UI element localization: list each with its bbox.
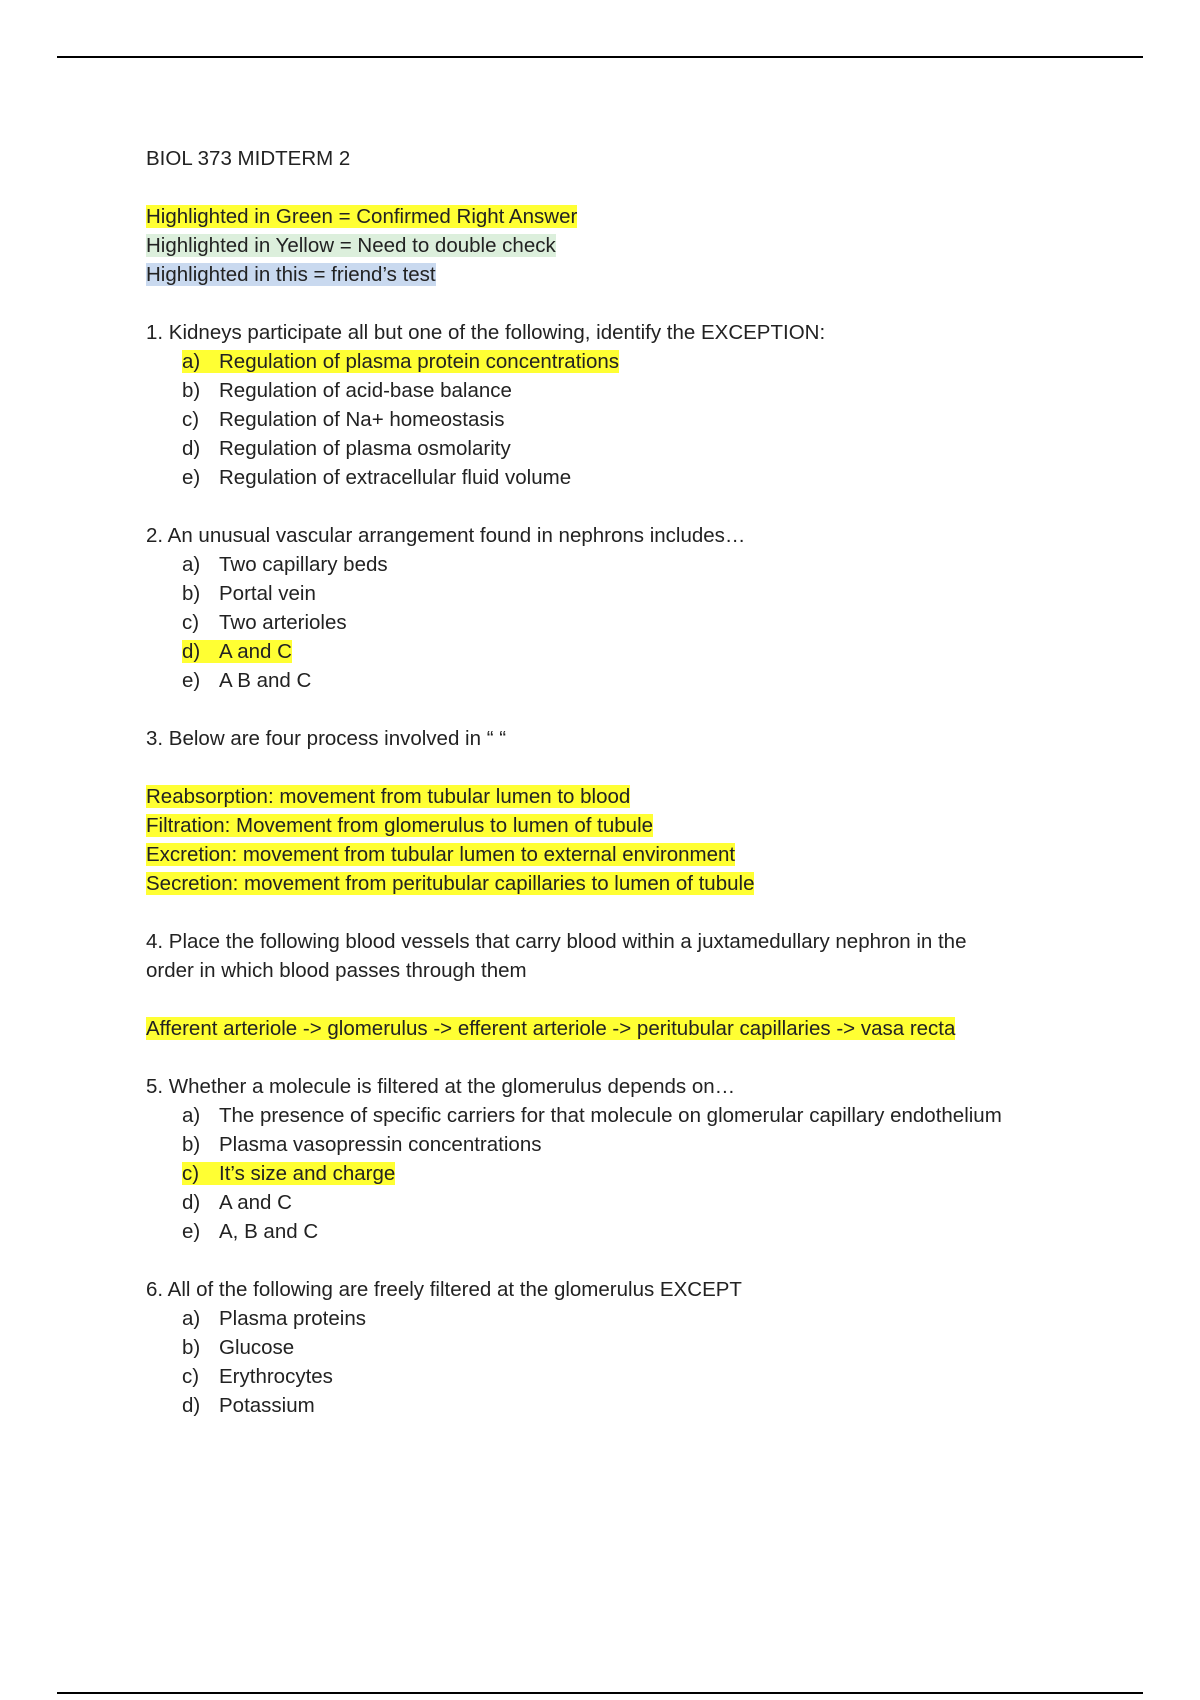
question-1-option: d) Regulation of plasma osmolarity bbox=[182, 437, 511, 460]
question-2-option: a) Two capillary beds bbox=[182, 553, 388, 576]
legend-line: Highlighted in this = friend’s test bbox=[146, 263, 436, 286]
question-4-prompt-continued: order in which blood passes through them bbox=[146, 959, 527, 982]
question-1-option: e) Regulation of extracellular fluid volume bbox=[182, 466, 572, 489]
legend-line: Highlighted in Green = Confirmed Right Answer bbox=[146, 205, 578, 228]
question-6-option: d) Potassium bbox=[182, 1394, 315, 1417]
question-2-prompt: 2. An unusual vascular arrangement found in nephrons includes… bbox=[146, 524, 746, 547]
question-4-answer: Afferent arteriole -> glomerulus -> efferent arteriole -> peritubular capillaries -> vasa recta bbox=[146, 1017, 956, 1040]
question-6-option: a) Plasma proteins bbox=[182, 1307, 366, 1330]
question-5-option: b) Plasma vasopressin concentrations bbox=[182, 1133, 542, 1156]
question-3-prompt: 3. Below are four process involved in “ “ bbox=[146, 727, 507, 750]
question-1-prompt: 1. Kidneys participate all but one of the following, identify the EXCEPTION: bbox=[146, 321, 826, 344]
question-5-prompt: 5. Whether a molecule is filtered at the glomerulus depends on… bbox=[146, 1075, 736, 1098]
document-body bbox=[146, 144, 1106, 1420]
question-5-option: a) The presence of specific carriers for that molecule on glomerular capillary endothelium bbox=[182, 1104, 1002, 1127]
question-1-option: c) Regulation of Na+ homeostasis bbox=[182, 408, 505, 431]
question-5-option: c) It’s size and charge bbox=[182, 1162, 396, 1185]
header-rule bbox=[57, 56, 1143, 58]
question-4-prompt: 4. Place the following blood vessels that carry blood within a juxtamedullary nephron in the bbox=[146, 930, 967, 953]
question-2-option: e) A B and C bbox=[182, 669, 312, 692]
question-3-answer: Excretion: movement from tubular lumen to external environment bbox=[146, 843, 736, 866]
legend-line: Highlighted in Yellow = Need to double check bbox=[146, 234, 556, 257]
question-1-option: b) Regulation of acid-base balance bbox=[182, 379, 512, 402]
question-2-option: d) A and C bbox=[182, 640, 292, 663]
question-2-option: b) Portal vein bbox=[182, 582, 316, 605]
question-3-answer: Reabsorption: movement from tubular lumen to blood bbox=[146, 785, 631, 808]
question-2-option: c) Two arterioles bbox=[182, 611, 347, 634]
question-5-option: e) A, B and C bbox=[182, 1220, 319, 1243]
question-5-option: d) A and C bbox=[182, 1191, 292, 1214]
question-3-answer: Secretion: movement from peritubular capillaries to lumen of tubule bbox=[146, 872, 755, 895]
question-1-option: a) Regulation of plasma protein concentrations bbox=[182, 350, 619, 373]
question-6-prompt: 6. All of the following are freely filtered at the glomerulus EXCEPT bbox=[146, 1278, 742, 1301]
question-6-option: b) Glucose bbox=[182, 1336, 295, 1359]
page-title: BIOL 373 MIDTERM 2 bbox=[146, 147, 351, 170]
footer-rule bbox=[57, 1692, 1143, 1694]
question-6-option: c) Erythrocytes bbox=[182, 1365, 333, 1388]
question-3-answer: Filtration: Movement from glomerulus to lumen of tubule bbox=[146, 814, 654, 837]
